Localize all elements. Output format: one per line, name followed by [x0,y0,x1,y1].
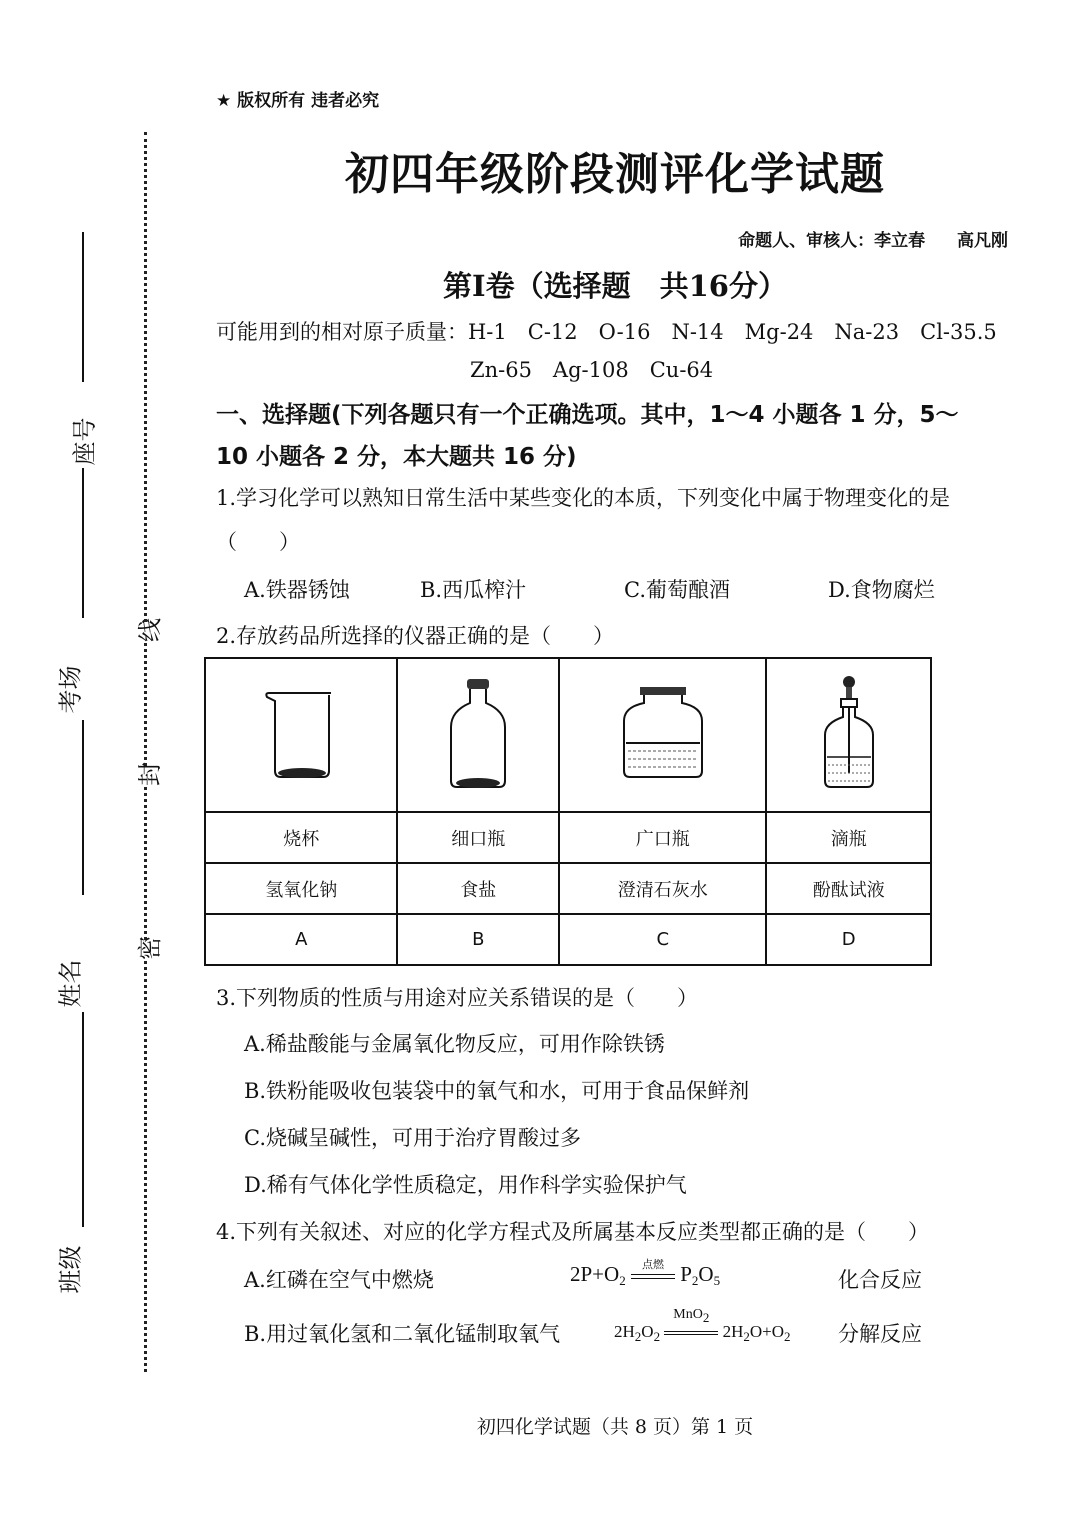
q1-option-a: A.铁器锈蚀 [244,578,350,602]
q4-b-equation: $2H_2O_2$ MnO2 $2H_2O+O_2$ [614,1307,791,1344]
q1-option-c: C.葡萄酿酒 [624,578,730,602]
q1-stem: 1.学习化学可以熟知日常生活中某些变化的本质，下列变化中属于物理变化的是 [216,486,951,510]
eq-b-condition: MnO2 [673,1307,710,1325]
seal-line-char: 线 [130,622,162,642]
q1-blank: （ ） [216,530,300,554]
authors-label: 命题人、审核人：李立春 [738,231,926,251]
q3-option-b: B.铁粉能吸收包装袋中的氧气和水，可用于食品保鲜剂 [244,1079,750,1103]
seat-label: 座号 [70,417,99,466]
author2: 高凡刚 [957,231,1008,251]
instrument-name: 烧杯 [205,812,397,863]
dropper-bottle-cell [766,658,931,812]
seal-mi-char: 密 [130,940,162,960]
q3-option-c: C.烧碱呈碱性，可用于治疗胃酸过多 [244,1126,581,1150]
room-line [82,720,84,895]
q4-b-type: 分解反应 [838,1322,922,1346]
wide-mouth-bottle-icon [618,683,708,783]
name-line [82,1012,84,1227]
name-label: 姓名 [56,959,85,1008]
choice-letter: A [205,914,397,965]
eq-a-condition: 点燃 [641,1258,664,1271]
instrument-name: 广口瓶 [559,812,766,863]
eq-a-right: P [680,1262,692,1286]
q2-stem: 2.存放药品所选择的仪器正确的是（ ） [216,624,615,648]
narrow-mouth-bottle-icon [443,673,513,793]
q4-stem: 4.下列有关叙述、对应的化学方程式及所属基本反应类型都正确的是（ ） [216,1220,930,1244]
q2-instrument-table [204,657,932,966]
copyright-notice: ★ 版权所有 违者必究 [216,91,380,111]
reagent-name: 食盐 [397,863,559,914]
choice-letter: B [397,914,559,965]
q4-a-type: 化合反应 [838,1268,922,1292]
instrument-name: 细口瓶 [397,812,559,863]
eq-b-arrow [664,1307,718,1335]
eq-b-left: 2H [614,1322,635,1341]
atomic-masses-line1: 可能用到的相对原子质量：H-1 C-12 O-16 N-14 Mg-24 Na-23 Cl-35.5 [216,320,997,344]
eq-a-left: 2P+O [570,1262,620,1286]
q4-option-b: B.用过氧化氢和二氧化锰制取氧气 [244,1322,561,1346]
beaker-cell [205,658,397,812]
reagent-name: 氢氧化钠 [205,863,397,914]
q1-option-d: D.食物腐烂 [828,578,935,602]
seat-line [82,232,84,382]
q3-stem: 3.下列物质的性质与用途对应关系错误的是（ ） [216,986,699,1010]
q3-option-a: A.稀盐酸能与金属氧化物反应，可用作除铁锈 [244,1032,665,1056]
section-title: 第Ⅰ卷（选择题 共16分） [443,269,787,303]
part1-heading-line1: 一、选择题(下列各题只有一个正确选项。其中，1～4 小题各 1 分，5～ [216,402,959,428]
dropper-bottle-icon [819,673,879,793]
eq-a-arrow [631,1258,675,1279]
page-footer: 初四化学试题（共 8 页）第 1 页 [476,1416,754,1438]
room-label: 考场 [56,665,85,714]
atomic-masses-line2: Zn-65 Ag-108 Cu-64 [470,358,714,382]
instrument-name: 滴瓶 [766,812,931,863]
wide-bottle-cell [559,658,766,812]
q1-option-b: B.西瓜榨汁 [420,578,527,602]
q4-option-a: A.红磷在空气中燃烧 [244,1268,434,1292]
narrow-bottle-cell [397,658,559,812]
choice-letter: D [766,914,931,965]
part1-heading-line2: 10 小题各 2 分，本大题共 16 分) [216,444,577,470]
seal-seal-char: 封 [130,766,162,786]
choice-letter: C [559,914,766,965]
seat-line-lower [82,468,84,618]
eq-b-right: 2H [722,1322,744,1341]
class-label: 班级 [56,1245,85,1294]
reagent-name: 澄清石灰水 [559,863,766,914]
q4-a-equation: $2P+O_2$ 点燃 $P_2O_5$ [570,1258,721,1288]
seal-dotted-line [144,132,147,1372]
exam-title: 初四年级阶段测评化学试题 [345,149,885,200]
authors [734,226,1008,251]
beaker-icon [261,683,341,783]
q3-option-d: D.稀有气体化学性质稳定，用作科学实验保护气 [244,1173,687,1197]
reagent-name: 酚酞试液 [766,863,931,914]
